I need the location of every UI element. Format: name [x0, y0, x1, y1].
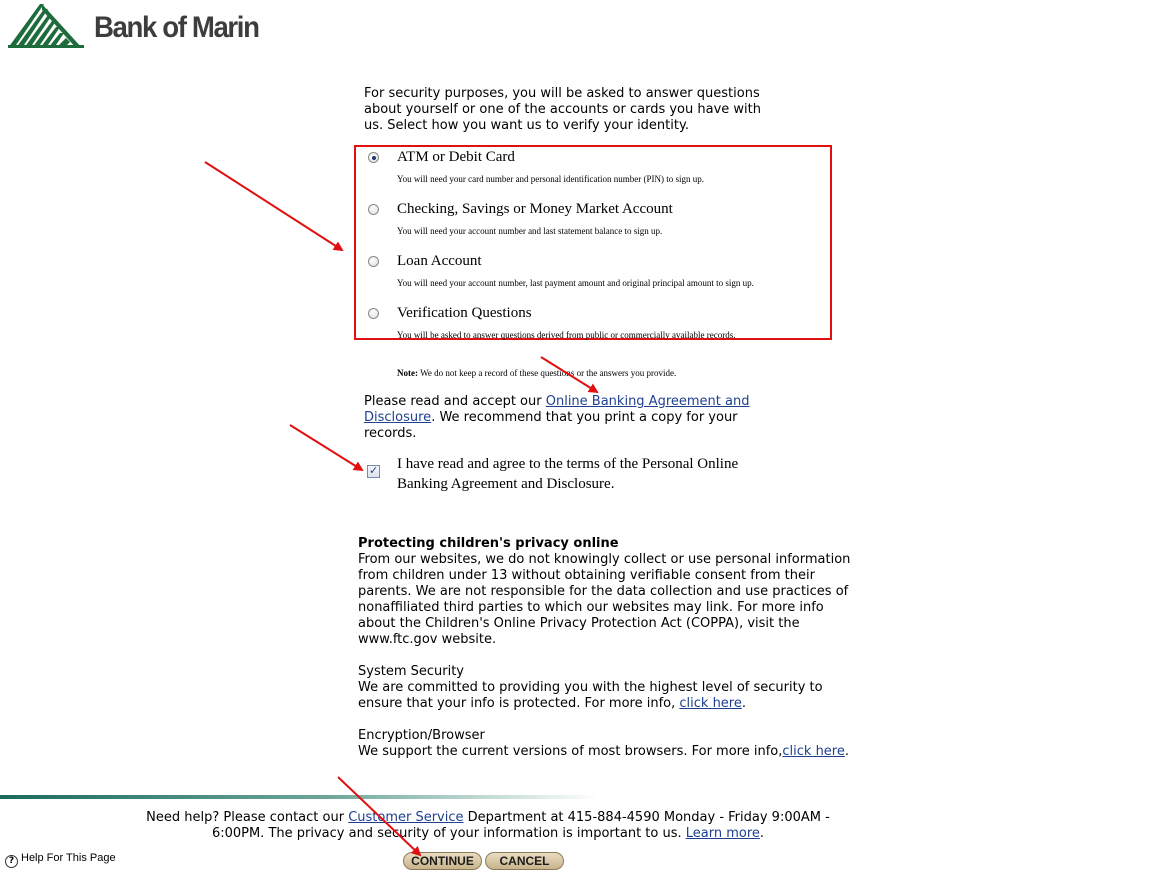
- note-text: We do not keep a record of these questions or the answers you provide.: [418, 368, 677, 378]
- agreement-text-before: Please read and accept our: [364, 394, 546, 409]
- system-security-body: [358, 680, 858, 712]
- arrow-to-checkbox-icon: [290, 425, 362, 470]
- bank-logo[interactable]: [6, 0, 259, 50]
- checking-savings-radio[interactable]: [368, 204, 379, 215]
- children-privacy-heading: Protecting children's privacy online: [358, 536, 619, 551]
- option-description: You will be asked to answer questions derived from public or commercially available records.: [397, 330, 736, 340]
- atm-debit-radio[interactable]: [368, 152, 379, 163]
- encryption-body: [358, 744, 858, 760]
- option-title: Loan Account: [397, 253, 482, 269]
- learn-more-link[interactable]: Learn more: [685, 826, 760, 841]
- option-title: Verification Questions: [397, 305, 532, 321]
- privacy-section: [358, 536, 858, 760]
- option-title: ATM or Debit Card: [397, 149, 515, 165]
- help-contact-text: [128, 810, 848, 842]
- question-mark-icon: ?: [5, 855, 18, 868]
- bank-name: Bank of Marin: [94, 11, 259, 44]
- help-text-before: Need help? Please contact our: [146, 810, 349, 825]
- verification-questions-radio[interactable]: [368, 308, 379, 319]
- encryption-body-text: We support the current versions of most browsers. For more info,: [358, 744, 783, 759]
- continue-button[interactable]: CONTINUE: [403, 852, 482, 870]
- checkmark-icon: ✓: [369, 464, 379, 477]
- option-description: You will need your account number and last statement balance to sign up.: [397, 226, 663, 236]
- system-security-heading: System Security: [358, 664, 464, 679]
- intro-text: For security purposes, you will be asked to answer questions about yourself or one of the accounts or cards you have with us. Select how you want us to verify your identity.: [364, 86, 761, 133]
- encryption-heading: Encryption/Browser: [358, 728, 485, 743]
- encryption-body-end: .: [844, 744, 850, 759]
- agreement-checkbox[interactable]: [367, 465, 380, 478]
- security-click-here-link[interactable]: click here: [679, 696, 742, 711]
- loan-account-radio[interactable]: [368, 256, 379, 267]
- option-title: Checking, Savings or Money Market Account: [397, 201, 673, 217]
- help-for-this-page-link[interactable]: [5, 852, 116, 868]
- agreement-checkbox-label[interactable]: I have read and agree to the terms of the Personal Online Banking Agreement and Disclosure.: [397, 456, 739, 492]
- agreement-text-after: . We recommend that you print a copy for your records.: [364, 410, 738, 441]
- agreement-instructions: [364, 394, 774, 442]
- agreement-link[interactable]: Online Banking Agreement and Disclosure: [364, 394, 750, 425]
- children-privacy-body: From our websites, we do not knowingly collect or use personal information from children under 13 without obtaining verifiable consent from their parents. We are not responsible for the data collection and use practices of nonaffiliated third parties to which our websites may link. For more info about the Children's Online Privacy Protection Act (COPPA), visit the www.ftc.gov website.: [358, 552, 851, 647]
- footer-divider: [0, 795, 600, 799]
- mountain-logo-icon: [6, 0, 86, 50]
- cancel-button[interactable]: CANCEL: [485, 852, 564, 870]
- help-page-label: Help For This Page: [21, 852, 116, 864]
- privacy-note: [397, 368, 676, 378]
- arrow-to-options-icon: [205, 162, 342, 250]
- help-text-after: Department at 415-884-4590 Monday - Friday 9:00AM - 6:00PM. The privacy and security of your information is important to us.: [211, 810, 830, 841]
- option-description: You will need your account number, last payment amount and original principal amount to sign up.: [397, 278, 754, 288]
- encryption-click-here-link[interactable]: click here: [782, 744, 845, 759]
- customer-service-link[interactable]: Customer Service: [348, 810, 464, 825]
- option-description: You will need your card number and personal identification number (PIN) to sign up.: [397, 174, 705, 184]
- security-body-end: .: [741, 696, 747, 711]
- note-label: Note:: [397, 368, 418, 378]
- security-body-text: We are committed to providing you with the highest level of security to ensure that your info is protected. For more info,: [358, 680, 823, 711]
- help-text-end: .: [759, 826, 765, 841]
